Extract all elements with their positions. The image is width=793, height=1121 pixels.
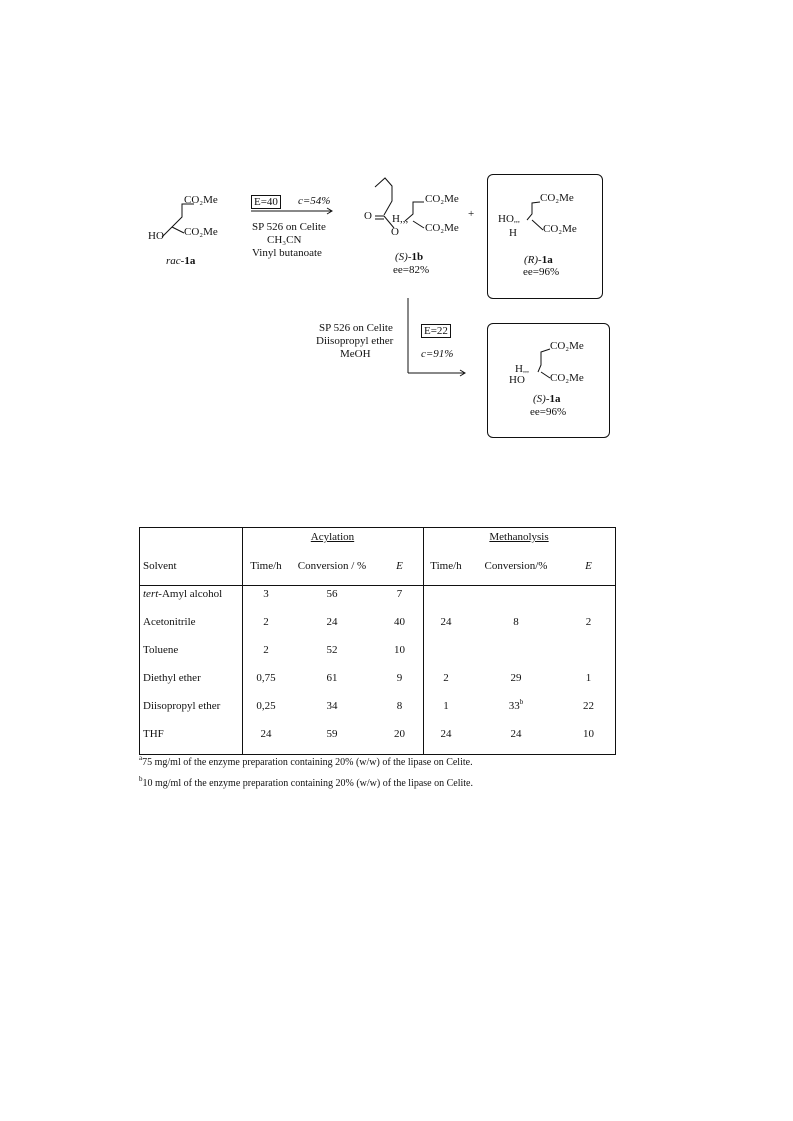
compound-label: (S)-1b <box>395 251 424 263</box>
solvent-cell: THF <box>143 728 164 740</box>
acylation-conversion: 24 <box>326 616 338 628</box>
column-header-e: E <box>396 560 403 572</box>
co2me-label: CO₂Me <box>425 222 459 234</box>
column-divider <box>242 528 243 754</box>
column-header-time: Time/h <box>250 560 282 572</box>
methanolysis-e: 22 <box>583 700 594 712</box>
methanolysis-time: 1 <box>443 700 449 712</box>
solvent-cell: Diisopropyl ether <box>143 700 221 712</box>
acylation-e: 10 <box>394 644 405 656</box>
results-table <box>139 527 616 755</box>
methanolysis-time: 24 <box>440 728 452 740</box>
solvent-cell: tert-Amyl alcohol <box>143 588 223 600</box>
acylation-e: 7 <box>396 588 403 600</box>
header-divider <box>140 585 615 586</box>
group-header-methanolysis: Methanolysis <box>489 531 549 543</box>
methanolysis-conversion: 24 <box>510 728 522 740</box>
stereo-h: H,,, <box>515 363 529 375</box>
e-value-box: E=40 <box>251 195 281 209</box>
condition-line: Diisopropyl ether <box>316 335 394 347</box>
acylation-time: 0,75 <box>256 672 276 684</box>
co2me-label: CO₂Me <box>550 372 584 384</box>
column-header-e: E <box>585 560 592 572</box>
acylation-time: 3 <box>263 588 269 600</box>
acylation-conversion: 56 <box>326 588 338 600</box>
plus-sign: + <box>468 208 475 220</box>
condition-line: SP 526 on Celite <box>319 322 393 334</box>
footnote-b: $^b$10 mg/ml of the enzyme preparation containing 20% (w/w) of the lipase on Celite. <box>139 775 473 789</box>
methanolysis-conversion: 33$^b$ <box>508 698 524 712</box>
conversion-value: c=91% <box>421 348 454 360</box>
acylation-time: 2 <box>263 616 269 628</box>
conversion-value: c=54% <box>298 195 331 207</box>
acylation-conversion: 52 <box>326 644 338 656</box>
condition-line: CH₃CN <box>267 234 302 246</box>
bond-lines <box>0 0 793 450</box>
co2me-label: CO₂Me <box>550 340 584 352</box>
methanolysis-e: 1 <box>585 672 592 684</box>
acylation-time: 0,25 <box>256 700 276 712</box>
condition-line: Vinyl butanoate <box>252 247 322 259</box>
co2me-label: CO₂Me <box>543 223 577 235</box>
product-box-s-1a <box>487 323 610 438</box>
condition-line: SP 526 on Celite <box>252 221 326 233</box>
methanolysis-time: 2 <box>443 672 449 684</box>
acylation-e: 9 <box>396 672 403 684</box>
hydroxy-label: HO <box>509 374 525 386</box>
acylation-e: 20 <box>394 728 405 740</box>
acylation-conversion: 61 <box>326 672 338 684</box>
ee-value: ee=96% <box>523 266 560 278</box>
group-header-acylation: Acylation <box>310 531 355 543</box>
co2me-label: CO₂Me <box>184 194 218 206</box>
hydroxy-label: HO,,, <box>498 213 520 225</box>
acylation-e: 8 <box>396 700 403 712</box>
solvent-cell: Acetonitrile <box>143 616 196 628</box>
co2me-label: CO₂Me <box>540 192 574 204</box>
column-header-solvent: Solvent <box>143 560 177 572</box>
methanolysis-e: 2 <box>585 616 592 628</box>
acylation-conversion: 34 <box>326 700 338 712</box>
column-header-conversion: Conversion / % <box>297 560 367 572</box>
e-value-box: E=22 <box>421 324 451 338</box>
co2me-label: CO₂Me <box>425 193 459 205</box>
acylation-time: 2 <box>263 644 269 656</box>
compound-label: rac-1a <box>166 255 196 267</box>
ee-value: ee=82% <box>393 264 430 276</box>
column-divider <box>423 528 424 754</box>
stereo-h: H,,, <box>392 213 409 225</box>
solvent-cell: Toluene <box>143 644 179 656</box>
hydroxy-label: HO <box>148 230 164 242</box>
methanolysis-conversion: 29 <box>510 672 522 684</box>
methanolysis-conversion: 8 <box>513 616 519 628</box>
carbonyl-oxygen: O <box>364 210 372 222</box>
condition-line: MeOH <box>340 348 371 360</box>
column-header-conversion: Conversion/% <box>484 560 548 572</box>
stereo-h: H <box>509 227 517 239</box>
compound-label: (S)-1a <box>533 393 561 405</box>
ee-value: ee=96% <box>530 406 567 418</box>
footnote-a: $^a$75 mg/ml of the enzyme preparation containing 20% (w/w) of the lipase on Celite. <box>139 754 473 768</box>
acylation-e: 40 <box>394 616 405 628</box>
acylation-conversion: 59 <box>326 728 338 740</box>
methanolysis-time: 24 <box>440 616 452 628</box>
column-header-time: Time/h <box>430 560 462 572</box>
solvent-cell: Diethyl ether <box>143 672 201 684</box>
methanolysis-e: 10 <box>583 728 594 740</box>
compound-label: (R)-1a <box>524 254 553 266</box>
acylation-time: 24 <box>260 728 272 740</box>
co2me-label: CO₂Me <box>184 226 218 238</box>
ester-oxygen: O <box>391 226 399 238</box>
